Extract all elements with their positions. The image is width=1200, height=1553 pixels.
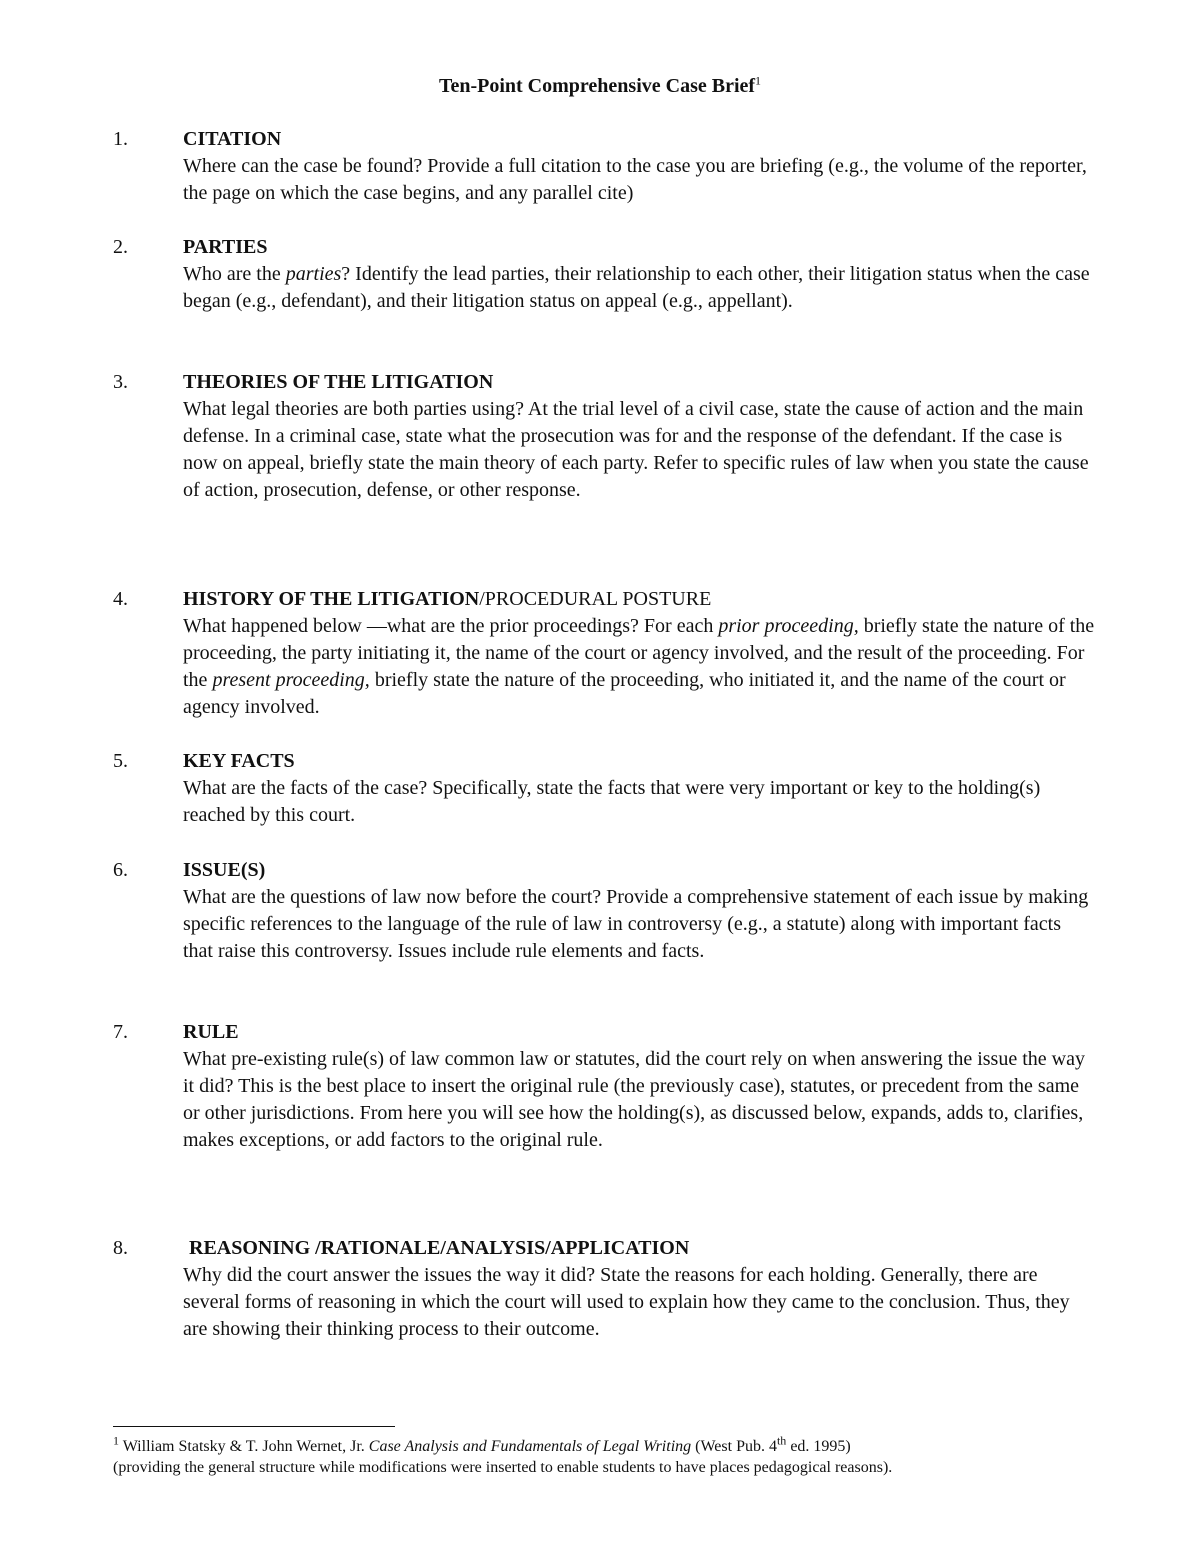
item-number: 3. bbox=[113, 371, 128, 393]
item-text: What legal theories are both parties using? At the trial level of a civil case, state the cause of action and the main defense. In a criminal case, state what the prosecution was for and the response of the defendant. If the case is now on appeal, briefly state the main theory of each party. Refer to specific rules of law when you state the cause of action, prosecution, defense, or other response. bbox=[183, 398, 1089, 501]
item-content bbox=[183, 586, 1095, 721]
item-text: Where can the case be found? Provide a full citation to the case you are briefing (e.g., the volume of the reporter, the page on which the case begins, and any parallel cite) bbox=[183, 155, 1087, 204]
item-content bbox=[183, 1235, 1095, 1343]
item-text-emphasis: prior proceeding, bbox=[718, 615, 859, 637]
item-content bbox=[183, 126, 1095, 207]
item-heading bbox=[183, 586, 1095, 613]
footnote-mark: 1 bbox=[113, 1433, 119, 1448]
footnote bbox=[113, 1433, 1113, 1478]
item-heading: KEY FACTS bbox=[183, 750, 295, 772]
title-text: Ten-Point Comprehensive Case Brief bbox=[438, 75, 756, 97]
item-heading: RULE bbox=[183, 1021, 239, 1043]
item-text: What pre-existing rule(s) of law common law or statutes, did the court rely on when answering the issue the way it did? This is the best place to insert the original rule (the previously case), statutes, or precedent from the same or other jurisdictions. From here you will see how the holding(s), as discussed below, expands, adds to, clarifies, makes exceptions, or add factors to the original rule. bbox=[183, 1048, 1085, 1151]
item-text-part: ? Identify the lead parties, their relationship to each other, their litigation status when the case began (e.g., defendant), and their litigation status on appeal (e.g., appellant). bbox=[183, 263, 1090, 312]
item-text: What are the questions of law now before the court? Provide a comprehensive statement of each issue by making specific references to the language of the rule of law in controversy (e.g., a statute) along with important facts that raise this controversy. Issues include rule elements and facts. bbox=[183, 886, 1089, 962]
item-text-part: briefly state the nature of the proceeding, who initiated it, and the name of the court or agency involved. bbox=[183, 669, 1066, 718]
item-text-part: What happened below —what are the prior proceedings? For each bbox=[183, 615, 719, 637]
item-number: 7. bbox=[113, 1021, 128, 1043]
footnote-separator bbox=[113, 1426, 395, 1427]
item-heading: CITATION bbox=[183, 128, 282, 150]
item-text bbox=[183, 261, 1095, 315]
item-content bbox=[183, 857, 1095, 965]
item-number: 1. bbox=[113, 128, 128, 150]
item-heading: REASONING /RATIONALE/ANALYSIS/APPLICATION bbox=[189, 1237, 690, 1259]
item-number: 6. bbox=[113, 859, 128, 881]
document-title bbox=[0, 74, 1200, 98]
item-content bbox=[183, 369, 1095, 504]
item-number: 5. bbox=[113, 750, 128, 772]
item-text-part: Who are the bbox=[183, 263, 286, 285]
item-number: 2. bbox=[113, 236, 128, 258]
item-text-emphasis: parties bbox=[285, 263, 342, 285]
item-heading: PARTIES bbox=[183, 236, 268, 258]
item-heading: THEORIES OF THE LITIGATION bbox=[183, 371, 494, 393]
footnote-text-part: ed. 1995) bbox=[786, 1438, 851, 1455]
item-content bbox=[183, 1019, 1095, 1154]
item-text-emphasis: present proceeding, bbox=[212, 669, 370, 691]
item-heading-bold: HISTORY OF THE LITIGATION bbox=[183, 588, 480, 610]
item-text: Why did the court answer the issues the way it did? State the reasons for each holding. Generally, there are several forms of reasoning in which the court will used to explain how they came to the conclusion. Thus, they are showing their thinking process to their outcome. bbox=[183, 1264, 1070, 1340]
item-text bbox=[183, 613, 1095, 721]
item-content bbox=[183, 748, 1095, 829]
footnote-edition-sup: th bbox=[776, 1433, 787, 1448]
footnote-text-part: (providing the general structure while modifications were inserted to enable students to have places pedagogical reasons). bbox=[113, 1459, 893, 1476]
footnote-book-title: Case Analysis and Fundamentals of Legal Writing bbox=[368, 1438, 692, 1455]
item-content bbox=[183, 234, 1095, 315]
item-heading-suffix: /PROCEDURAL POSTURE bbox=[479, 588, 712, 610]
title-footnote-mark: 1 bbox=[755, 73, 762, 88]
item-heading: ISSUE(S) bbox=[183, 859, 266, 881]
item-text: What are the facts of the case? Specifically, state the facts that were very important or key to the holding(s) reached by this court. bbox=[183, 777, 1041, 826]
item-number: 8. bbox=[113, 1237, 128, 1259]
item-number: 4. bbox=[113, 588, 128, 610]
item-text-part: briefly state the nature of the proceeding, the party initiating it, the name of the court or agency involved, and the result of the proceeding. For the bbox=[183, 615, 1095, 691]
footnote-text-part: (West Pub. 4 bbox=[691, 1438, 777, 1455]
footnote-text-part: William Statsky & T. John Wernet, Jr. bbox=[119, 1438, 369, 1455]
